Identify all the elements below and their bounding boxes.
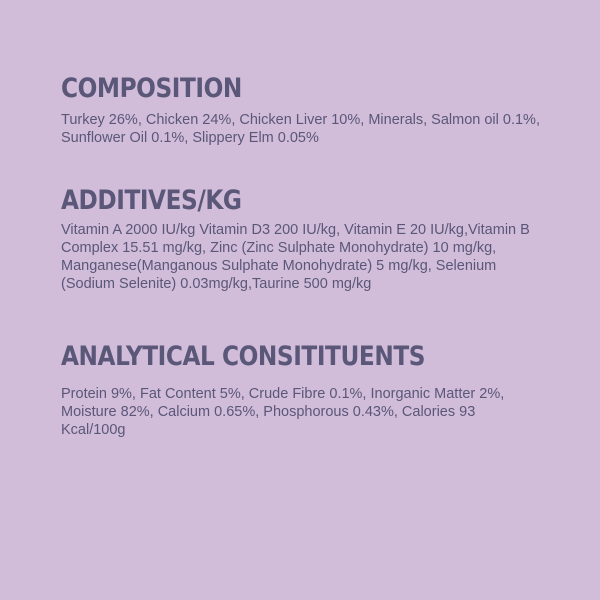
composition-section xyxy=(61,73,541,147)
additives-section xyxy=(61,185,541,293)
additives-text: Vitamin A 2000 IU/kg Vitamin D3 200 IU/kg, Vitamin E 20 IU/kg,Vitamin B Complex 15.51 mg/kg, Zinc (Zinc Sulphate Monohydrate) 10 mg/kg, Manganese(Manganous Sulphate Monohydrate) 5 mg/kg, Selenium (Sodium Selenite) 0.03mg/kg,Taurine 500 mg/kg xyxy=(61,222,530,292)
analytical-section xyxy=(61,341,541,439)
composition-text: Turkey 26%, Chicken 24%, Chicken Liver 10%, Minerals, Salmon oil 0.1%, Sunflower Oil 0.1%, Slippery Elm 0.05% xyxy=(61,112,540,146)
composition-heading: COMPOSITION xyxy=(61,73,242,104)
analytical-text: Protein 9%, Fat Content 5%, Crude Fibre 0.1%, Inorganic Matter 2%, Moisture 82%, Calcium 0.65%, Phosphorous 0.43%, Calories 93 Kcal/100g xyxy=(61,386,505,438)
analytical-heading: ANALYTICAL CONSITITUENTS xyxy=(61,341,426,372)
additives-heading: ADDITIVES/KG xyxy=(61,185,242,216)
